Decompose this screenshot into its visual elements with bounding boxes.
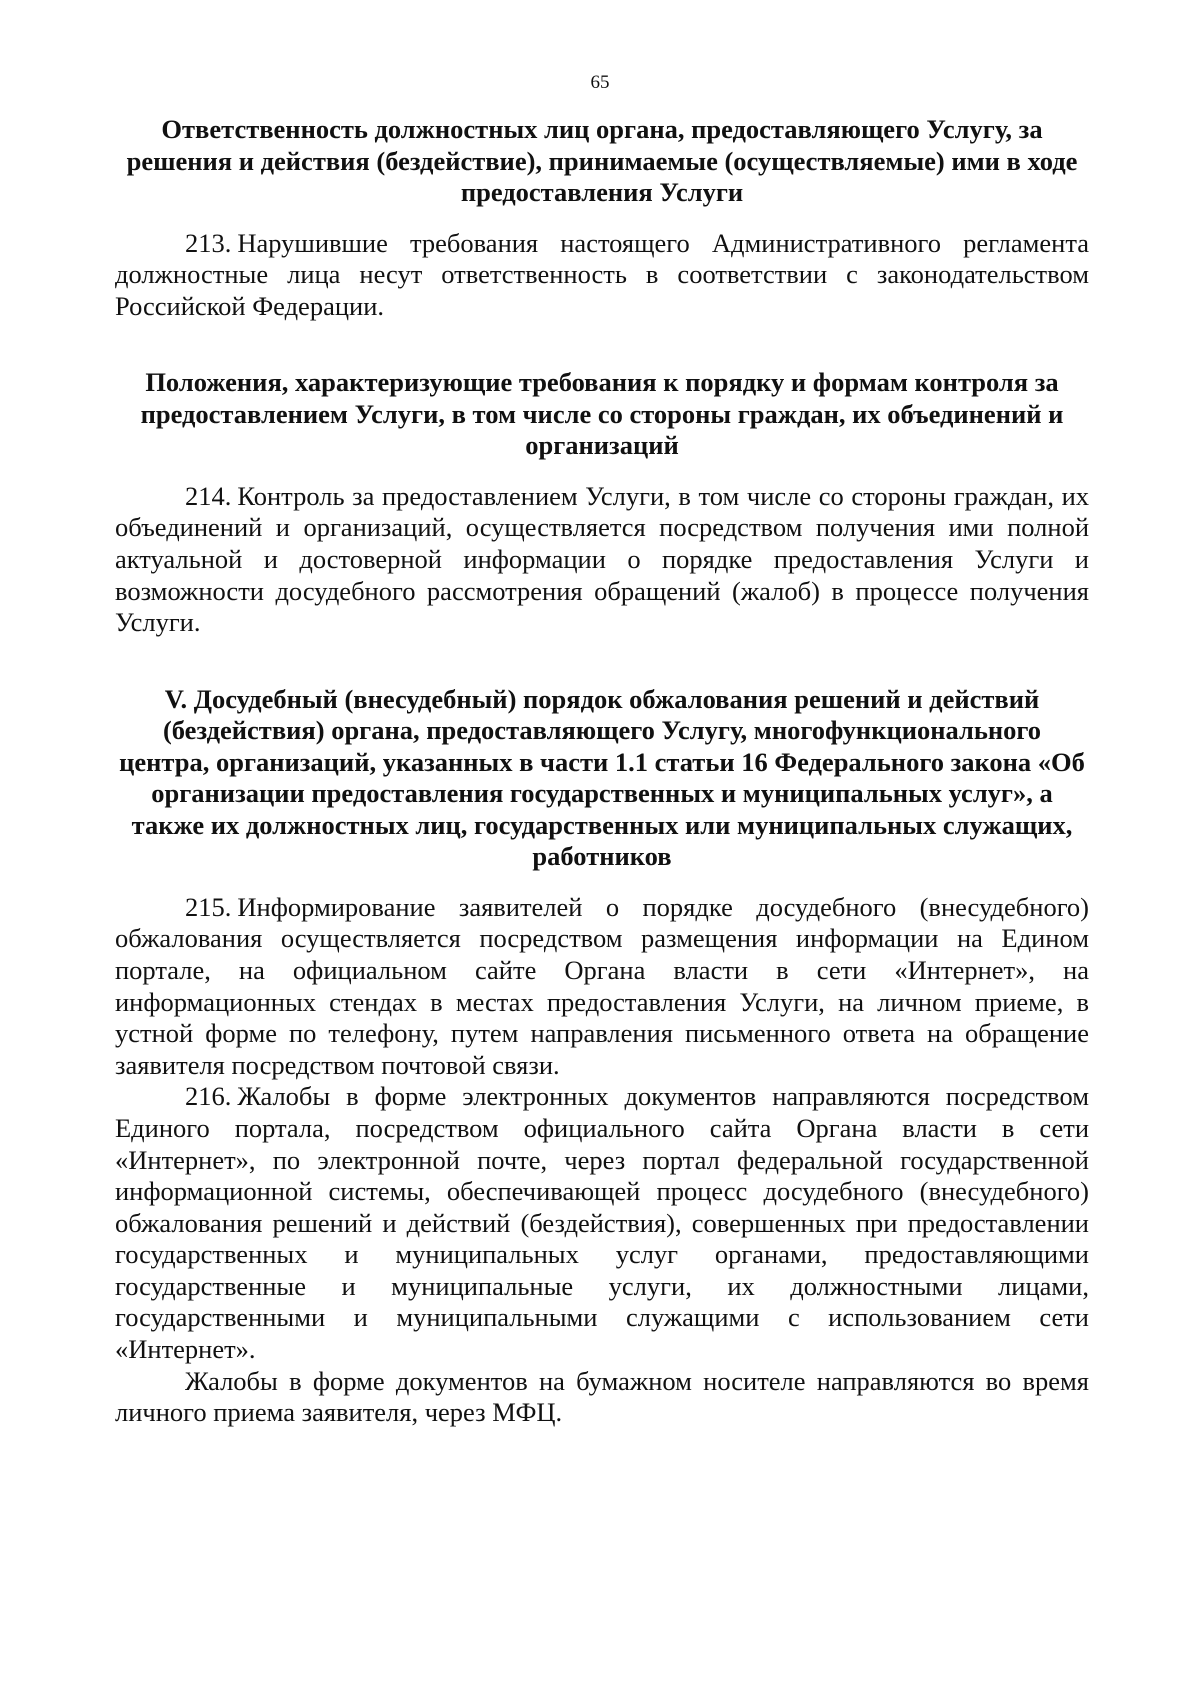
section-heading-appeal: V. Досудебный (внесудебный) порядок обжалования решений и действий (бездействия) органа, предоставляющего Услугу, многофункционального центра, организаций, указанных в части 1.1 статьи 16 Федерального закона «Об организации предоставления государственных и муниципальных услуг», а также их должностных лиц, государственных или муниципальных служащих, работников (119, 683, 1085, 872)
paragraph-216-continuation: Жалобы в форме документов на бумажном носителе направляются во время личного приема заявителя, через МФЦ. (115, 1365, 1089, 1428)
document-body (115, 114, 1089, 1429)
paragraph-216 (115, 1081, 1089, 1365)
spacer (115, 639, 1089, 684)
paragraph-number: 215. (185, 891, 232, 922)
paragraph-text: Контроль за предоставлением Услуги, в том числе со стороны граждан, их объединений и организаций, осуществляется посредством получения ими полной актуальной и достоверной информации о порядке предоставления Услуги и возможности досудебного рассмотрения обращений (жалоб) в процессе получения Услуги. (115, 480, 1089, 638)
paragraph-number: 213. (185, 227, 232, 258)
spacer (115, 873, 1089, 892)
spacer (115, 209, 1089, 228)
paragraph-214 (115, 481, 1089, 639)
page-number: 65 (590, 72, 610, 93)
spacer (115, 322, 1089, 367)
paragraph-text: Нарушившие требования настоящего Административного регламента должностные лица несут ответственность в соответствии с законодательством Российской Федерации. (115, 227, 1089, 321)
paragraph-215 (115, 892, 1089, 1082)
paragraph-213 (115, 228, 1089, 323)
paragraph-number: 216. (185, 1081, 232, 1112)
paragraph-text: Информирование заявителей о порядке досудебного (внесудебного) обжалования осуществляется посредством размещения информации на Едином портале, на официальном сайте Органа власти в сети «Интернет», на информационных стендах в местах предоставления Услуги, на личном приеме, в устной форме по телефону, путем направления письменного ответа на обращение заявителя посредством почтовой связи. (115, 891, 1089, 1080)
section-heading-responsibility: Ответственность должностных лиц органа, предоставляющего Услугу, за решения и действия (бездействие), принимаемые (осуществляемые) ими в ходе предоставления Услуги (126, 114, 1078, 207)
paragraph-text: Жалобы в форме электронных документов направляются посредством Единого портала, посредством официального сайта Органа власти в сети «Интернет», по электронной почте, через портал федеральной государственной информационной системы, обеспечивающей процесс досудебного (внесудебного) обжалования решений и действий (бездействия), совершенных при предоставлении государственных и муниципальных услуг органами, предоставляющими государственные и муниципальные услуги, их должностными лицами, государственными и муниципальными служащими с использованием сети «Интернет». (115, 1081, 1089, 1365)
paragraph-number: 214. (185, 480, 232, 511)
spacer (115, 462, 1089, 481)
section-heading-control: Положения, характеризующие требования к порядку и формам контроля за предоставлением Услуги, в том числе со стороны граждан, их объединений и организаций (140, 367, 1064, 461)
